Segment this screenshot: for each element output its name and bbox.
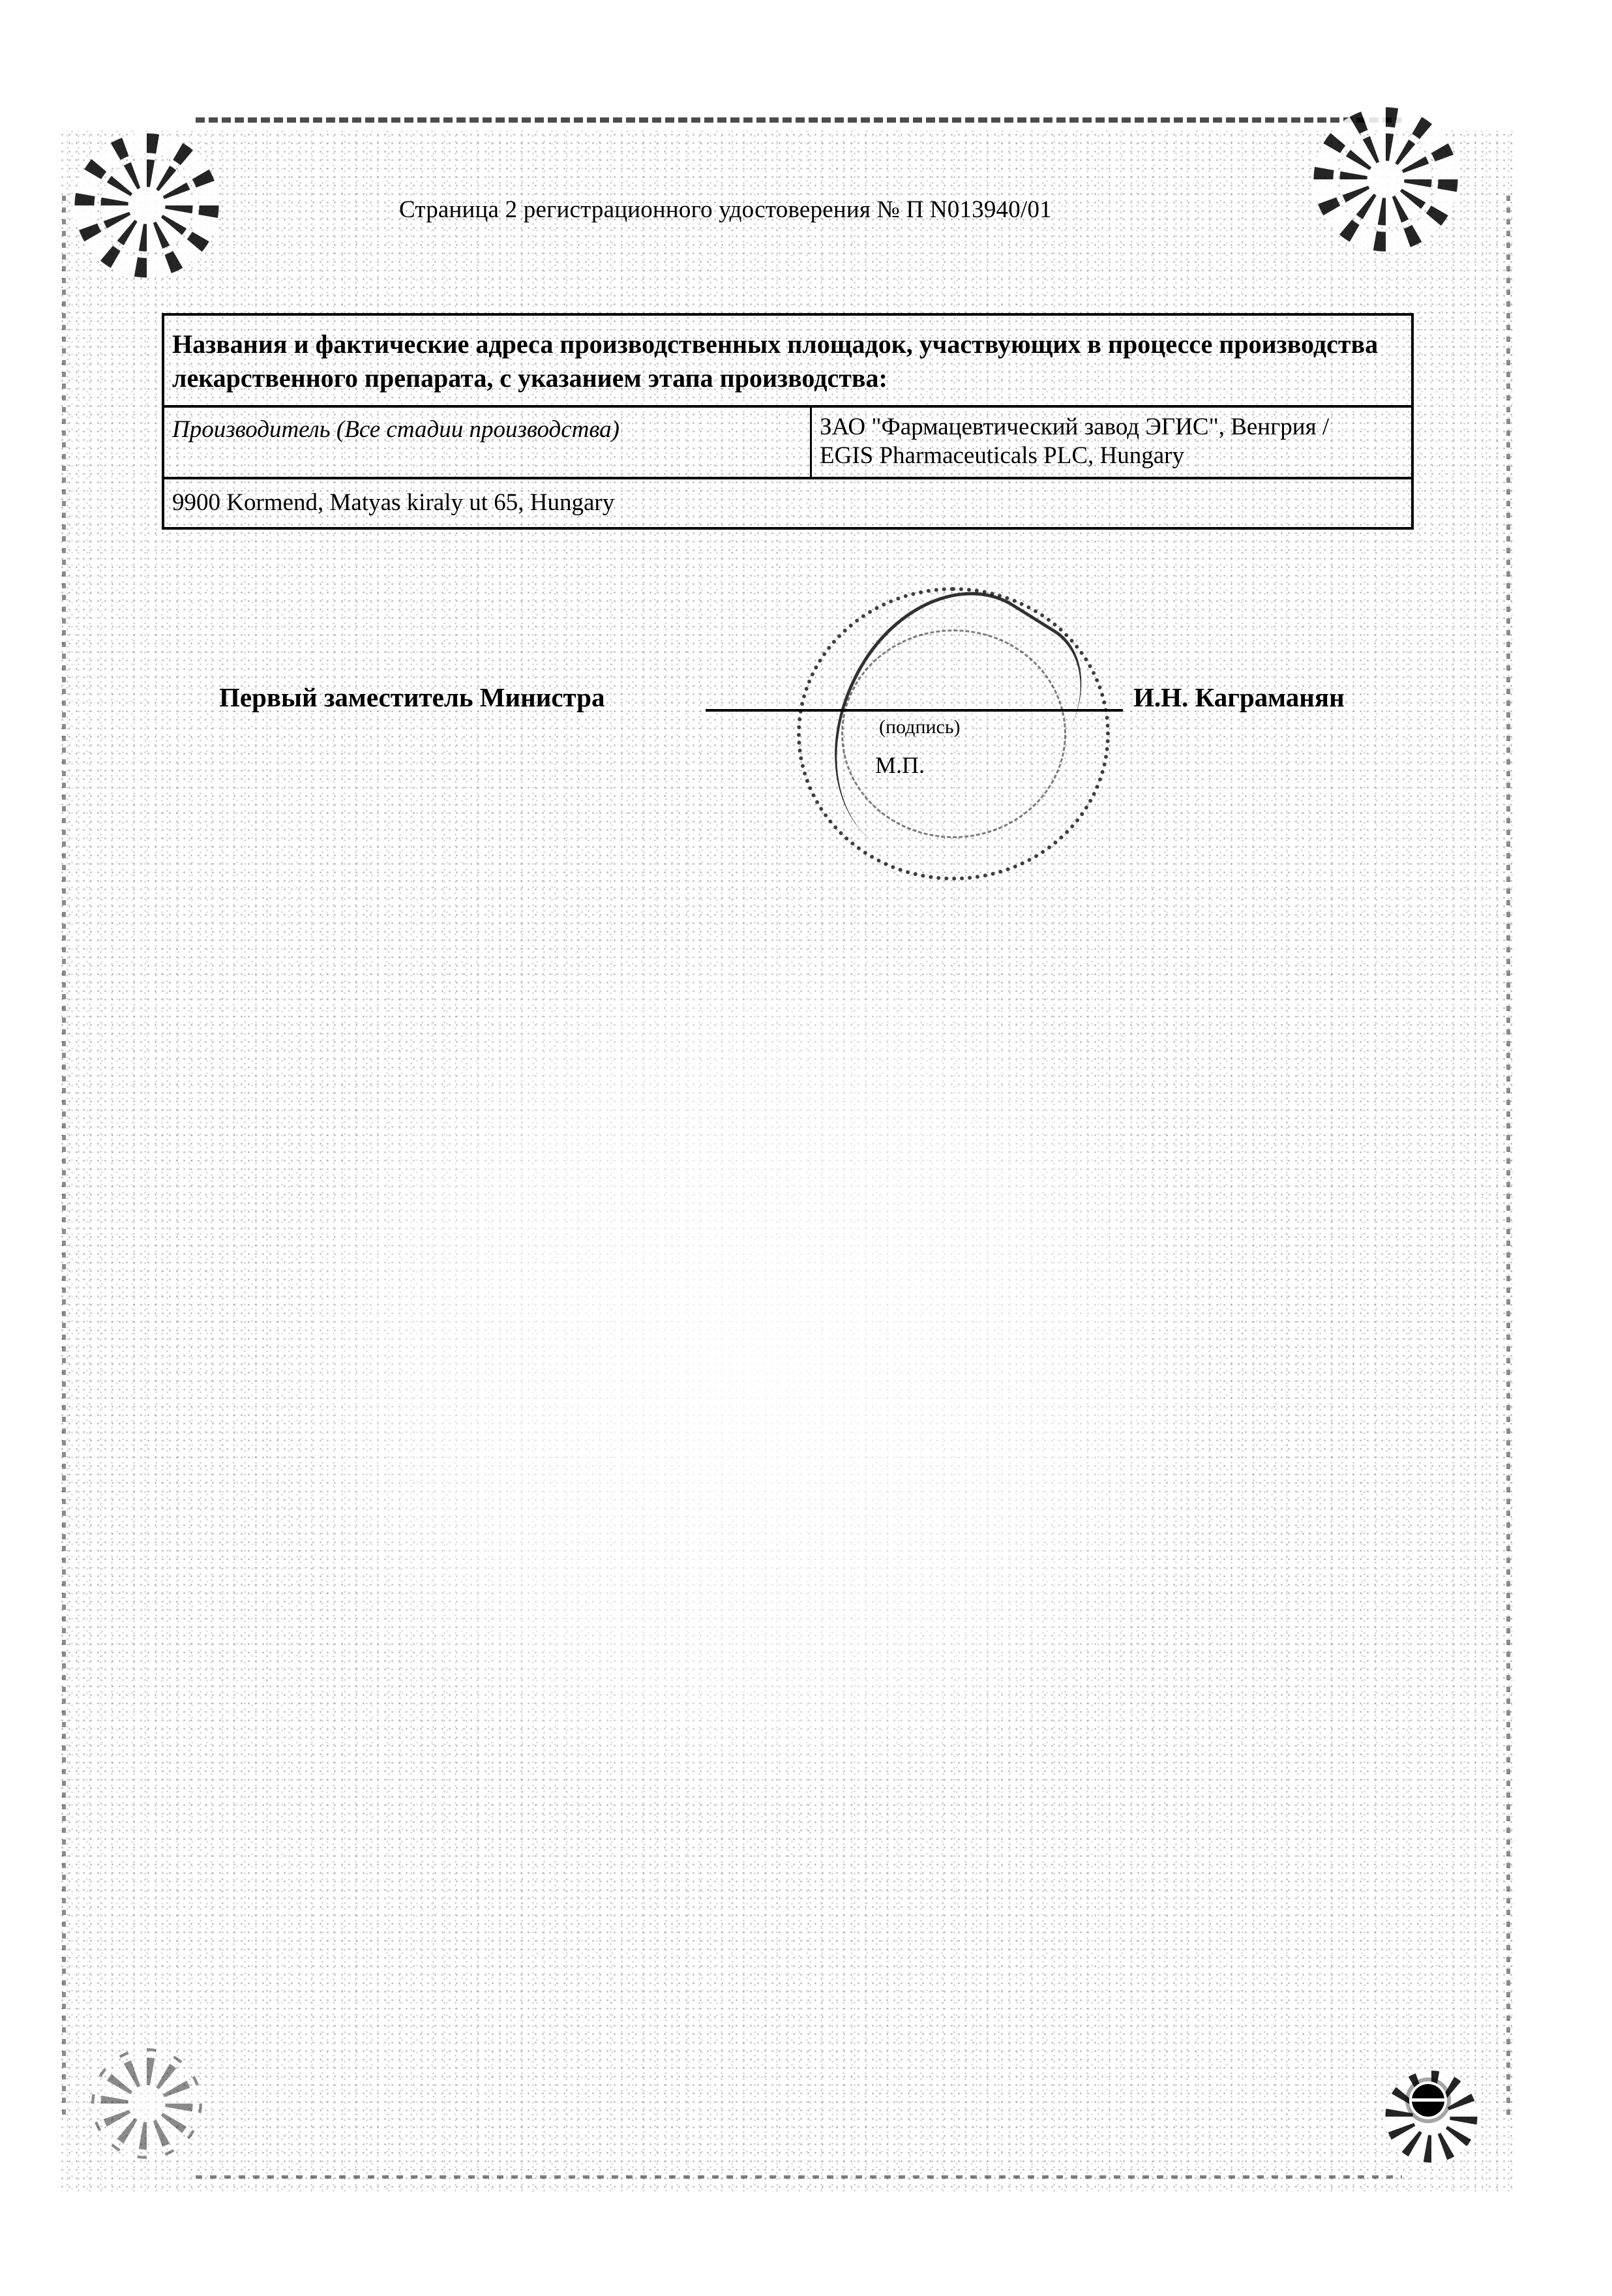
signatory-title: Первый заместитель Министра <box>219 682 605 712</box>
manufacturer-name-ru: ЗАО "Фармацевтический завод ЭГИС", Венгрия / <box>820 414 1330 440</box>
decorative-border-right <box>1506 196 1510 2120</box>
manufacturer-role: Производитель (Все стадии производства) <box>172 416 619 443</box>
manufacturer-name-en: EGIS Pharmaceuticals PLC, Hungary <box>820 442 1184 469</box>
rosette-ornament-icon <box>1311 104 1461 254</box>
security-emblem-icon <box>1412 2084 1444 2117</box>
table-row <box>164 408 1411 479</box>
signature-caption: (подпись) <box>879 716 961 738</box>
table-row <box>164 479 1411 527</box>
stamp-placeholder-label: М.П. <box>875 752 925 778</box>
rosette-ornament-icon <box>72 130 222 280</box>
decorative-border-bottom <box>196 2175 1402 2179</box>
signatory-name: И.Н. Каграманян <box>1133 682 1345 712</box>
table-heading: Названия и фактические адреса производственных площадок, участвующих в процессе производства лекарственного препарата, с указанием этапа производства: <box>172 329 1379 393</box>
page-header: Страница 2 регистрационного удостоверения № П N013940/01 <box>399 196 1052 223</box>
decorative-border-left <box>62 196 66 2120</box>
signature-line <box>706 709 1123 712</box>
watermark-emblem <box>261 913 1239 1826</box>
manufacturer-name <box>820 413 1329 470</box>
column-divider <box>810 408 812 477</box>
manufacturer-address: 9900 Kormend, Matyas kiraly ut 65, Hungary <box>172 489 615 516</box>
production-sites-table <box>162 313 1414 530</box>
rosette-ornament-icon <box>91 2048 202 2159</box>
table-heading-row <box>164 316 1411 408</box>
decorative-border-top <box>196 117 1402 123</box>
rosette-ornament-icon <box>1382 2068 1480 2166</box>
